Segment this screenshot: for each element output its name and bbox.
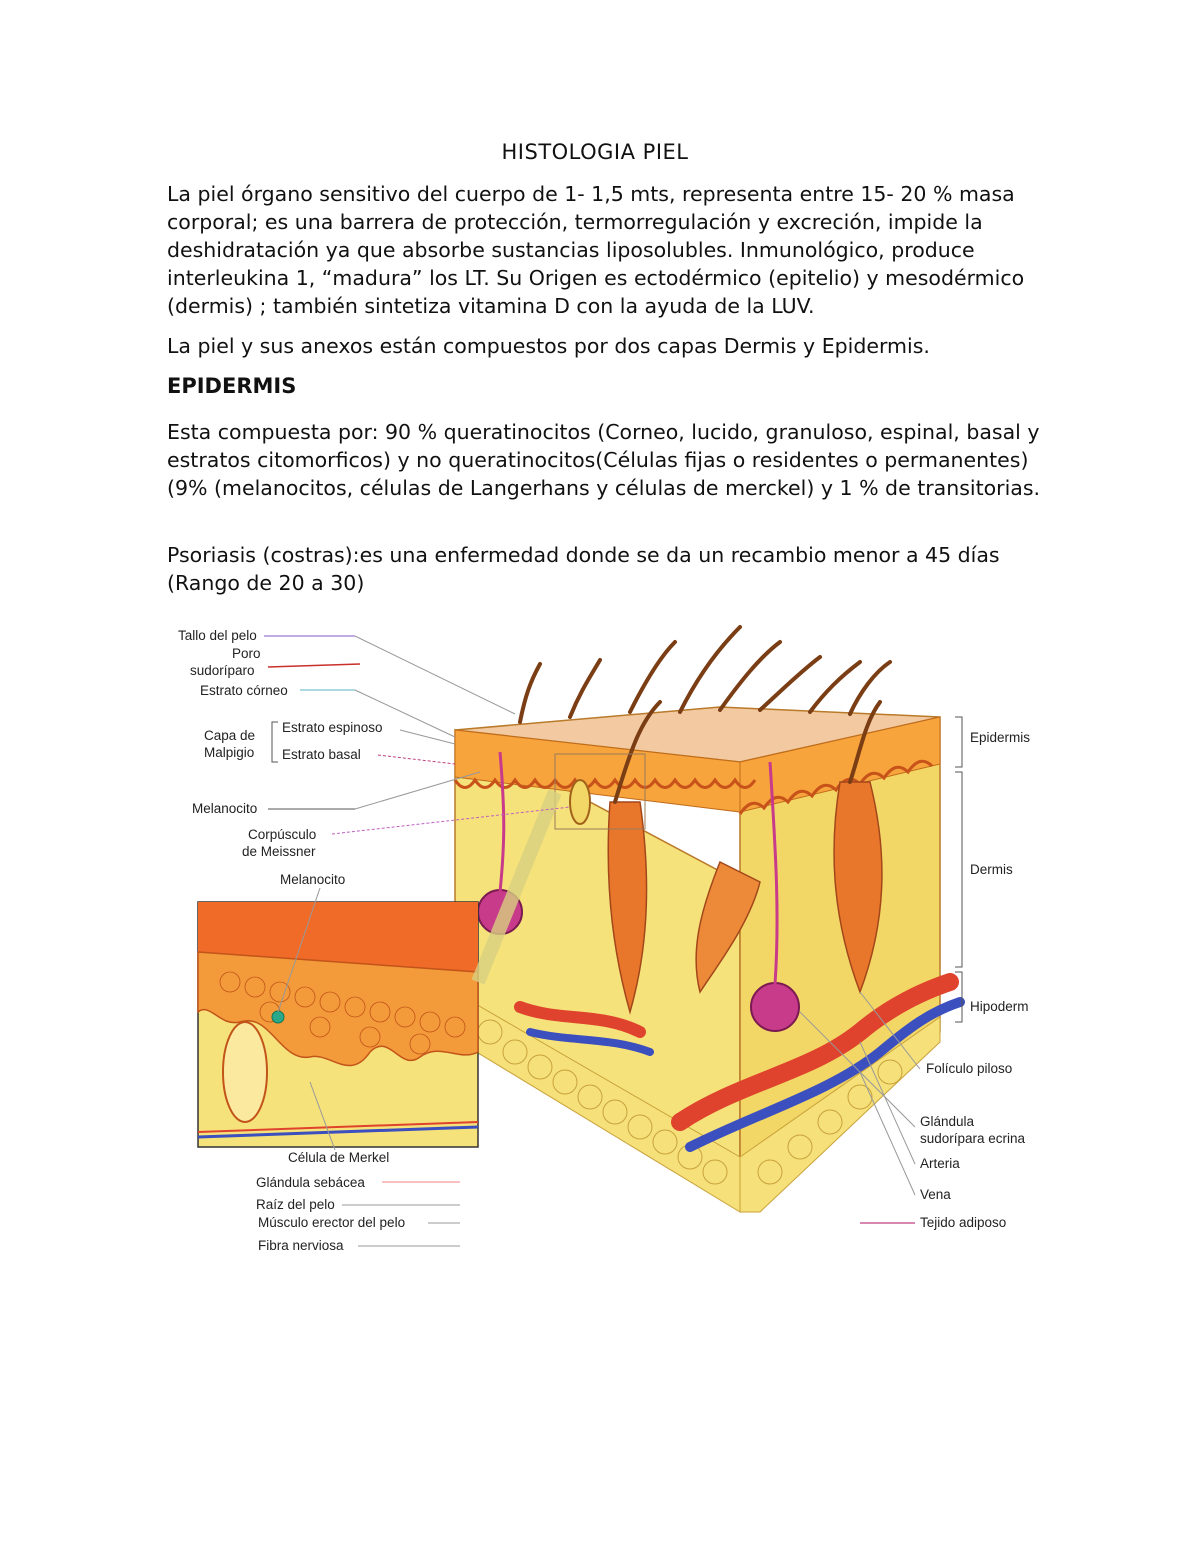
heading-epidermis: EPIDERMIS <box>167 374 297 398</box>
skin-diagram <box>160 612 1040 1262</box>
bracket-epidermis <box>955 717 962 767</box>
leader-tallo-2 <box>355 636 515 714</box>
label-estrato-espinoso: Estrato espinoso <box>282 720 383 735</box>
label-foliculo: Folículo piloso <box>926 1061 1013 1076</box>
label-estrato-corneo: Estrato córneo <box>200 683 288 698</box>
leader-poro <box>268 664 360 667</box>
bracket-dermis <box>955 772 962 967</box>
label-melanocito: Melanocito <box>192 801 258 816</box>
label-glandula-1: Glándula <box>920 1114 975 1129</box>
bracket-malpigio <box>272 722 278 762</box>
label-corpusculo: Corpúsculo <box>248 827 317 842</box>
paragraph-layers: La piel y sus anexos están compuestos por dos capas Dermis y Epidermis. <box>167 334 930 358</box>
skin-diagram-svg <box>160 612 1040 1262</box>
meissner-corpuscle <box>570 780 590 824</box>
label-epidermis: Epidermis <box>970 730 1031 745</box>
label-poro-2: sudoríparo <box>190 663 255 678</box>
label-raiz-pelo: Raíz del pelo <box>256 1197 335 1212</box>
label-arteria: Arteria <box>920 1156 960 1171</box>
document-title: HISTOLOGIA PIEL <box>501 140 689 164</box>
paragraph-psoriasis: Psoriasis (costras):es una enfermedad donde se da un recambio menor a 45 días (Rango de 20 a 30) <box>167 543 1000 595</box>
paragraph-intro: La piel órgano sensitivo del cuerpo de 1- 1,5 mts, representa entre 15- 20 % masa corporal; es una barrera de protección, termorregulación y excreción, impide la deshidratación ya que absorbe sustancias liposolubles. Inmunológico, produce interleukina 1, “madura” los LT. Su Origen es ectodérmico (epitelio) y mesodérmico (dermis) ; también sintetiza vitamina D con la ayuda de la LUV. <box>167 182 1025 318</box>
leader-basal <box>378 755 455 764</box>
leader-espinoso <box>400 730 455 744</box>
label-tallo-pelo: Tallo del pelo <box>178 628 257 643</box>
label-malpigio: Malpigio <box>204 745 255 760</box>
label-musculo-erector: Músculo erector del pelo <box>258 1215 406 1230</box>
label-glandula-2: sudorípara ecrina <box>920 1131 1026 1146</box>
label-meissner: de Meissner <box>242 844 316 859</box>
label-poro-1: Poro <box>232 646 261 661</box>
label-estrato-basal: Estrato basal <box>282 747 361 762</box>
label-fibra-nerviosa: Fibra nerviosa <box>258 1238 344 1253</box>
label-tejido-adiposo: Tejido adiposo <box>920 1215 1007 1230</box>
label-dermis: Dermis <box>970 862 1013 877</box>
paragraph-composition: Esta compuesta por: 90 % queratinocitos (Corneo, lucido, granuloso, espinal, basal y estratos citomorficos) y no queratinocitos(Células fijas o residentes o permanentes) (9% (melanocitos, células de Langerhans y células de merckel) y 1 % de transitorias. <box>167 420 1041 500</box>
inset-meissner <box>223 1022 267 1122</box>
label-hipodermis: Hipoderm <box>970 999 1029 1014</box>
inset-melanocyte <box>272 1011 284 1023</box>
label-melanocito-inset: Melanocito <box>280 872 346 887</box>
label-vena: Vena <box>920 1187 951 1202</box>
label-glandula-sebacea: Glándula sebácea <box>256 1175 365 1190</box>
label-capa-de: Capa de <box>204 728 256 743</box>
label-celula-merkel: Célula de Merkel <box>288 1150 390 1165</box>
